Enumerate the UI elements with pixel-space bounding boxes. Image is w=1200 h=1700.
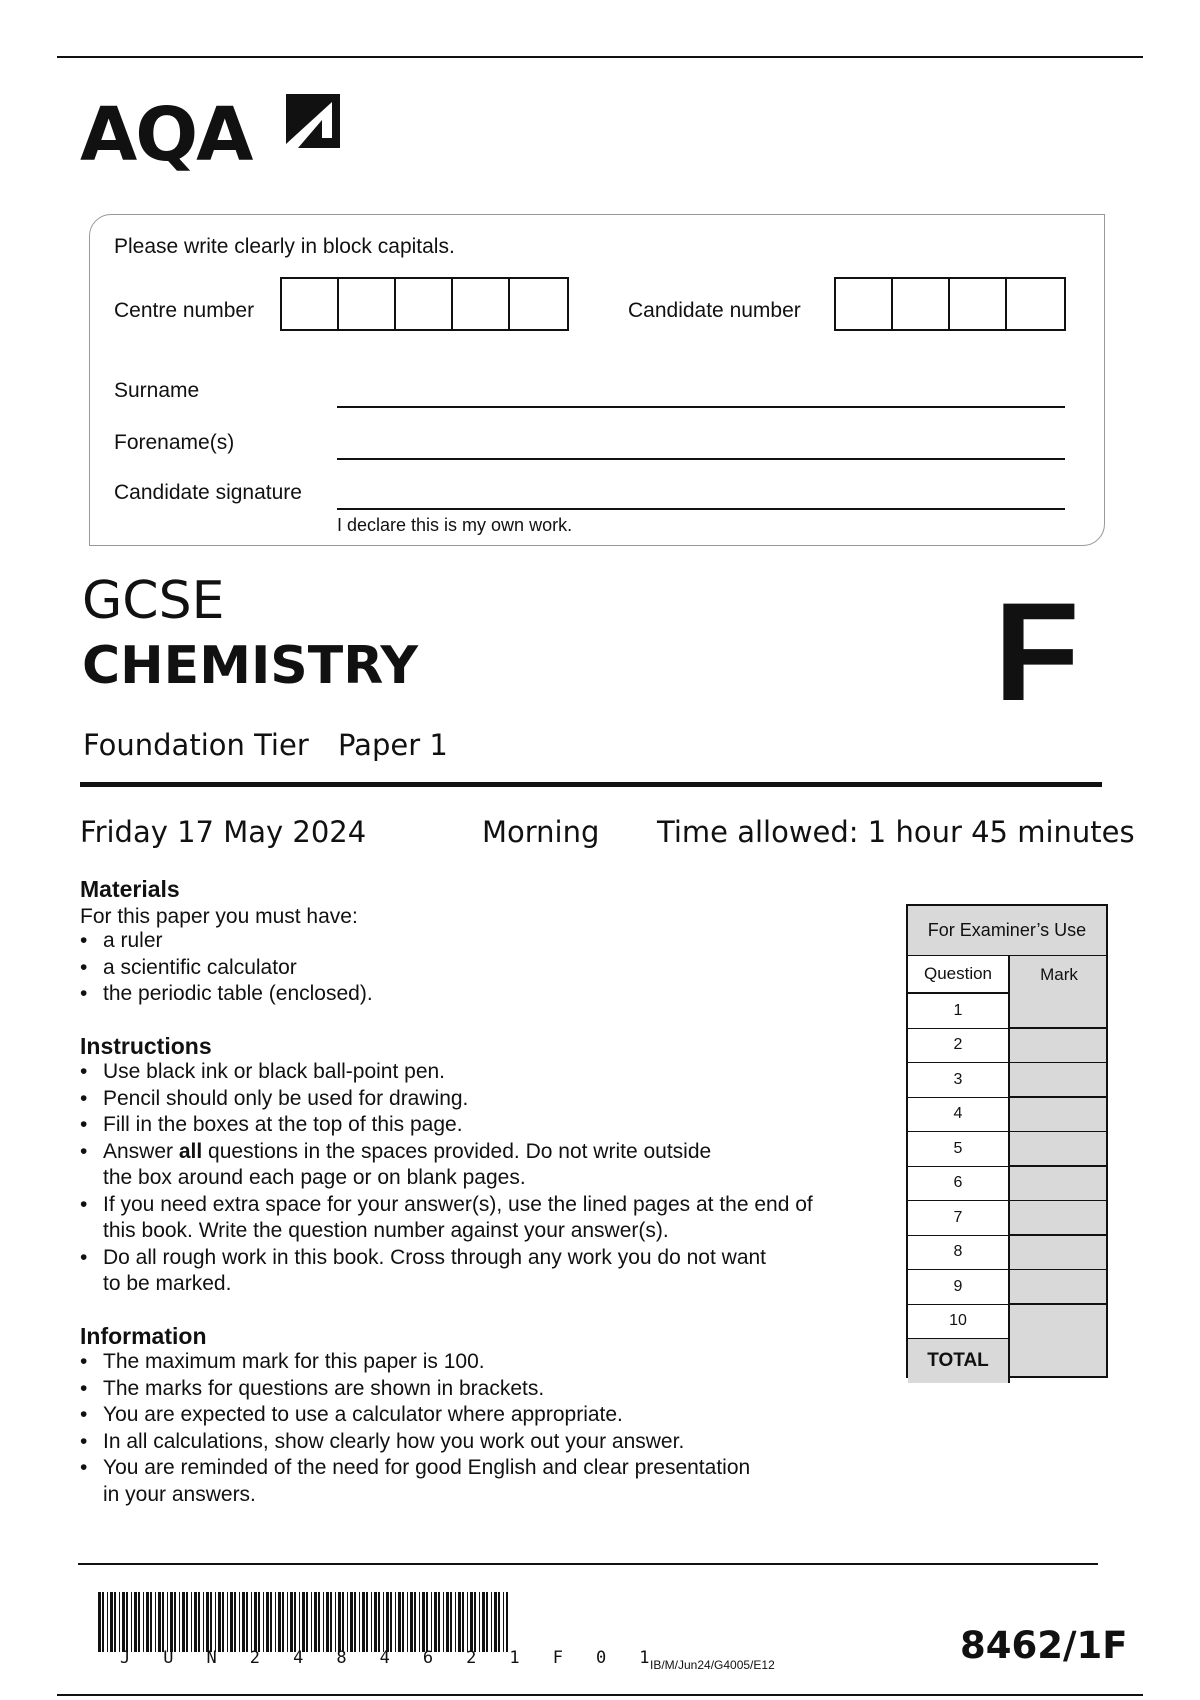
footer-rule — [78, 1563, 1098, 1565]
mark-cell-divider — [1010, 1027, 1108, 1029]
barcode-bar — [494, 1592, 497, 1652]
barcode-bar — [254, 1592, 257, 1652]
barcode-bar — [402, 1592, 404, 1652]
mark-cell-divider — [1010, 1165, 1108, 1167]
question-number-cell: 1 — [908, 994, 1008, 1029]
barcode-bar — [131, 1592, 132, 1652]
question-number-cell: 8 — [908, 1236, 1008, 1271]
materials-intro: For this paper you must have: — [80, 905, 358, 928]
barcode-bar — [503, 1592, 504, 1652]
barcode-bar — [455, 1592, 456, 1652]
question-number-cell: 2 — [908, 1029, 1008, 1064]
mark-cell-divider — [1010, 1131, 1108, 1133]
barcode-bar — [134, 1592, 137, 1652]
barcode-bar — [170, 1592, 173, 1652]
barcode-bar — [146, 1592, 149, 1652]
question-header: Question — [908, 956, 1010, 994]
barcode-bar — [242, 1592, 245, 1652]
barcode-bar — [275, 1592, 276, 1652]
barcode-bar — [215, 1592, 216, 1652]
aqa-logo — [80, 92, 350, 187]
barcode-bar — [266, 1592, 269, 1652]
instruction-item — [80, 1192, 813, 1245]
mark-cell-divider — [1010, 1303, 1108, 1305]
signature-field[interactable] — [337, 508, 1065, 510]
instruction-text: the box around each page or on blank pages. — [103, 1166, 526, 1189]
barcode-bar — [263, 1592, 264, 1652]
instruction-text: questions in the spaces provided. Do not write outside — [202, 1139, 712, 1163]
materials-item: • the periodic table (enclosed). — [80, 981, 373, 1008]
tier-letter: F — [994, 573, 1080, 730]
information-item: • In all calculations, show clearly how you work out your answer. — [80, 1429, 750, 1456]
barcode-bar — [419, 1592, 420, 1652]
total-label: TOTAL — [908, 1339, 1008, 1383]
barcode-bar — [306, 1592, 308, 1652]
mark-cell-divider — [1010, 1200, 1108, 1202]
information-item: • The marks for questions are shown in brackets. — [80, 1376, 750, 1403]
digit-box[interactable] — [339, 279, 396, 329]
barcode-bar — [158, 1592, 161, 1652]
barcode-bar — [410, 1592, 413, 1652]
barcode-bar — [119, 1592, 120, 1652]
barcode-bar — [302, 1592, 305, 1652]
exam-date: Friday 17 May 2024 — [80, 815, 367, 849]
barcode-bar — [102, 1592, 104, 1652]
paper-label: Paper 1 — [338, 728, 448, 762]
information-heading: Information — [80, 1323, 207, 1349]
instruction-text: Answer — [103, 1139, 179, 1163]
barcode-bar — [194, 1592, 197, 1652]
barcode-bar — [342, 1592, 344, 1652]
mark-cell-divider — [1010, 1062, 1108, 1064]
barcode-bar — [326, 1592, 329, 1652]
barcode-bar — [374, 1592, 377, 1652]
forenames-label: Forename(s) — [114, 431, 235, 454]
digit-box[interactable] — [282, 279, 339, 329]
instruction-item — [80, 1245, 813, 1298]
barcode-bar — [167, 1592, 168, 1652]
candidate-number-boxes[interactable] — [834, 277, 1066, 331]
question-number-cell: 3 — [908, 1063, 1008, 1098]
barcode-bar — [386, 1592, 389, 1652]
barcode-bar — [438, 1592, 440, 1652]
question-number-cell: 9 — [908, 1270, 1008, 1305]
barcode-bar — [486, 1592, 488, 1652]
materials-heading: Materials — [80, 876, 180, 902]
barcode-bar — [126, 1592, 128, 1652]
question-number-cell: 4 — [908, 1098, 1008, 1133]
barcode-bar — [155, 1592, 156, 1652]
barcode-bar — [407, 1592, 408, 1652]
barcode-bar — [234, 1592, 236, 1652]
barcode-bar — [258, 1592, 260, 1652]
block-capitals-instruction: Please write clearly in block capitals. — [114, 235, 455, 258]
examiner-use-table — [906, 904, 1108, 1378]
barcode-bar — [422, 1592, 425, 1652]
information-list — [80, 1349, 750, 1508]
instruction-item: • Pencil should only be used for drawing. — [80, 1086, 813, 1113]
time-allowed: Time allowed: 1 hour 45 minutes — [657, 815, 1135, 849]
barcode-bar — [338, 1592, 341, 1652]
digit-box[interactable] — [836, 279, 893, 329]
barcode-bar — [479, 1592, 480, 1652]
barcode-bar — [366, 1592, 368, 1652]
barcode-bar — [390, 1592, 392, 1652]
centre-number-boxes[interactable] — [280, 277, 569, 331]
barcode-text: J U N 2 4 8 4 6 2 1 F 0 1 — [120, 1648, 661, 1668]
instruction-text: If you need extra space for your answer(s), use the lined pages at the end of — [103, 1192, 813, 1216]
top-rule — [57, 56, 1143, 58]
barcode-bar — [446, 1592, 449, 1652]
barcode-bar — [239, 1592, 240, 1652]
mark-cell-divider — [1010, 1234, 1108, 1236]
barcode-bar — [414, 1592, 416, 1652]
barcode-bar — [359, 1592, 360, 1652]
question-number-cell: 5 — [908, 1132, 1008, 1167]
barcode-bar — [174, 1592, 176, 1652]
barcode-bar — [371, 1592, 372, 1652]
barcode-bar — [318, 1592, 320, 1652]
barcode-bar — [162, 1592, 164, 1652]
barcode-bar — [462, 1592, 464, 1652]
information-item — [80, 1455, 750, 1508]
barcode-bar — [506, 1592, 508, 1652]
paper-code: 8462/1F — [960, 1624, 1128, 1667]
digit-box[interactable] — [950, 279, 1007, 329]
barcode-bar — [206, 1592, 209, 1652]
barcode-bar — [186, 1592, 188, 1652]
barcode-bar — [431, 1592, 432, 1652]
barcode-bar — [227, 1592, 228, 1652]
digit-box[interactable] — [1007, 279, 1064, 329]
barcode-bar — [198, 1592, 200, 1652]
barcode-bar — [246, 1592, 248, 1652]
examiner-table-heading: For Examiner’s Use — [908, 906, 1106, 956]
materials-list — [80, 928, 373, 1008]
barcode-bar — [222, 1592, 224, 1652]
digit-box[interactable] — [453, 279, 510, 329]
barcode-bar — [314, 1592, 317, 1652]
mark-cell-divider — [1010, 1096, 1108, 1098]
forenames-field[interactable] — [337, 458, 1065, 460]
barcode-bar — [498, 1592, 500, 1652]
information-item: • You are expected to use a calculator where appropriate. — [80, 1402, 750, 1429]
subject-title: CHEMISTRY — [82, 636, 419, 696]
materials-item: • a scientific calculator — [80, 955, 373, 982]
title-divider — [80, 782, 1102, 787]
barcode-bar — [290, 1592, 293, 1652]
barcode-bar — [474, 1592, 476, 1652]
barcode-bar — [362, 1592, 365, 1652]
barcode-bar — [278, 1592, 281, 1652]
surname-label: Surname — [114, 379, 200, 402]
instructions-list — [80, 1059, 813, 1298]
barcode-bar — [270, 1592, 272, 1652]
barcode-bar — [179, 1592, 180, 1652]
exam-session: Morning — [482, 815, 600, 849]
surname-field[interactable] — [337, 406, 1065, 408]
barcode-bar — [230, 1592, 233, 1652]
instruction-emphasis: all — [178, 1139, 203, 1163]
barcode-bar — [98, 1592, 101, 1652]
barcode-bar — [218, 1592, 221, 1652]
instruction-item — [80, 1139, 813, 1192]
barcode-bar — [383, 1592, 384, 1652]
barcode-bar — [330, 1592, 332, 1652]
instructions-heading: Instructions — [80, 1033, 212, 1059]
question-column — [908, 956, 1010, 1383]
information-text: in your answers. — [103, 1482, 256, 1506]
digit-box[interactable] — [396, 279, 453, 329]
barcode-bar — [350, 1592, 353, 1652]
barcode-bar — [251, 1592, 252, 1652]
barcode-bar — [150, 1592, 152, 1652]
barcode-bar — [395, 1592, 396, 1652]
information-item: • The maximum mark for this paper is 100. — [80, 1349, 750, 1376]
question-number-cell: 7 — [908, 1201, 1008, 1236]
barcode-bar — [354, 1592, 356, 1652]
barcode-bar — [311, 1592, 312, 1652]
mark-cell-divider — [1010, 1269, 1108, 1271]
instruction-text: this book. Write the question number against your answer(s). — [103, 1219, 669, 1242]
qualification-title: GCSE — [82, 571, 225, 631]
barcode-bar — [107, 1592, 108, 1652]
barcode-bar — [294, 1592, 296, 1652]
barcode-bar — [122, 1592, 125, 1652]
barcode-bar — [378, 1592, 380, 1652]
barcode-bar — [282, 1592, 284, 1652]
barcode-bar — [482, 1592, 485, 1652]
barcode-bar — [467, 1592, 468, 1652]
candidate-number-label: Candidate number — [628, 299, 801, 322]
barcode-bar — [182, 1592, 185, 1652]
barcode-bar — [398, 1592, 401, 1652]
instruction-text: to be marked. — [103, 1272, 232, 1295]
logo-text: AQA — [80, 92, 252, 178]
logo-flag-icon — [284, 92, 342, 150]
barcode-bar — [143, 1592, 144, 1652]
bottom-edge-rule — [57, 1694, 1143, 1696]
barcode-bar — [287, 1592, 288, 1652]
barcode-bar — [443, 1592, 444, 1652]
digit-box[interactable] — [893, 279, 950, 329]
barcode-bar — [426, 1592, 428, 1652]
barcode-bar — [191, 1592, 192, 1652]
barcode-bar — [434, 1592, 437, 1652]
instruction-item: • Fill in the boxes at the top of this page. — [80, 1112, 813, 1139]
declaration-text: I declare this is my own work. — [337, 515, 573, 535]
tier-label: Foundation Tier — [83, 728, 309, 762]
barcode-bar — [347, 1592, 348, 1652]
information-text: You are reminded of the need for good English and clear presentation — [103, 1456, 751, 1479]
barcode — [98, 1592, 508, 1652]
barcode-bar — [203, 1592, 204, 1652]
barcode-bar — [491, 1592, 492, 1652]
barcode-bar — [323, 1592, 324, 1652]
barcode-bar — [114, 1592, 116, 1652]
candidate-details-box — [89, 214, 1105, 546]
instruction-item: • Use black ink or black ball-point pen. — [80, 1059, 813, 1086]
barcode-bar — [450, 1592, 452, 1652]
question-number-cell: 10 — [908, 1305, 1008, 1340]
reference-code: IB/M/Jun24/G4005/E12 — [650, 1658, 775, 1672]
signature-label: Candidate signature — [114, 481, 302, 504]
barcode-bar — [299, 1592, 300, 1652]
digit-box[interactable] — [510, 279, 567, 329]
barcode-bar — [110, 1592, 113, 1652]
barcode-bar — [138, 1592, 140, 1652]
barcode-bar — [210, 1592, 212, 1652]
barcode-bar — [335, 1592, 336, 1652]
centre-number-label: Centre number — [114, 299, 255, 322]
question-number-cell: 6 — [908, 1167, 1008, 1202]
barcode-bar — [458, 1592, 461, 1652]
materials-item: • a ruler — [80, 928, 373, 955]
mark-header: Mark — [1040, 965, 1078, 984]
barcode-bar — [470, 1592, 473, 1652]
instruction-text: Do all rough work in this book. Cross through any work you do not want — [103, 1245, 767, 1269]
